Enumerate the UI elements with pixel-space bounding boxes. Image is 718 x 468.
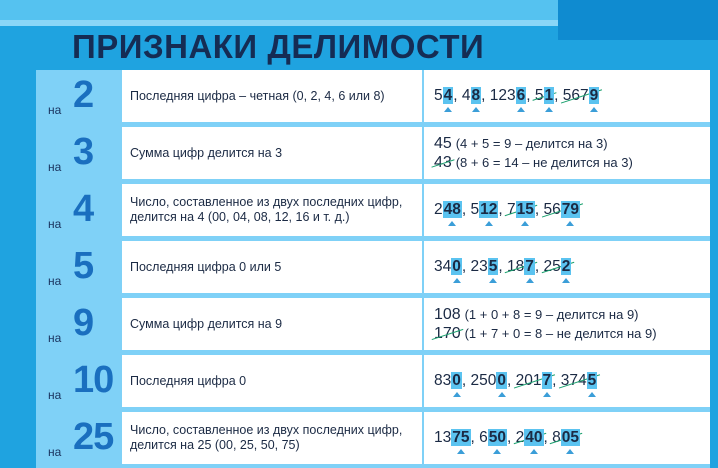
divisible-example <box>462 87 481 104</box>
divisible-example <box>479 429 507 446</box>
highlighted-digits: 4 <box>443 87 453 104</box>
separator: , <box>507 429 516 446</box>
digit-sum-note: (4 + 5 = 9 – делится на 3) <box>455 136 608 151</box>
example-digits: 2 <box>515 429 525 446</box>
examples-cell <box>424 355 710 407</box>
non-divisible-example <box>507 258 535 275</box>
divisible-example <box>434 87 453 104</box>
examples-cell <box>424 412 710 464</box>
na-text: на <box>48 331 62 345</box>
examples-cell <box>424 127 710 179</box>
na-text: на <box>48 445 62 459</box>
example-digits: 5 <box>434 87 443 104</box>
highlighted-digits: 8 <box>471 87 481 104</box>
digit-sum-note: (8 + 6 = 14 – не делится на 3) <box>455 155 633 170</box>
separator: , <box>461 372 471 389</box>
examples-cell <box>424 241 710 293</box>
highlighted-digits: 7 <box>542 372 552 389</box>
divisible-example <box>490 87 527 104</box>
na-text: на <box>48 388 62 402</box>
non-divisible-example <box>507 201 535 218</box>
rule-label: Последняя цифра 0 <box>130 373 247 388</box>
example-digits: 13 <box>434 429 452 446</box>
divisor-label <box>36 298 120 350</box>
highlighted-digits: 9 <box>589 87 599 104</box>
divisible-example <box>434 429 471 446</box>
rule-text <box>122 184 422 236</box>
example-digits: 250 <box>470 372 497 389</box>
example-digits: 83 <box>434 372 452 389</box>
divisible-example <box>434 258 462 275</box>
rule-text <box>122 298 422 350</box>
divisor-label <box>36 241 120 293</box>
highlighted-digits: 7 <box>525 258 534 275</box>
rule-text <box>122 127 422 179</box>
separator: , <box>461 258 471 275</box>
separator: , <box>534 258 544 275</box>
highlighted-digits: 75 <box>452 429 470 446</box>
example-line <box>434 305 700 324</box>
example-digits: 7 <box>507 201 516 218</box>
divisible-number: 108 <box>434 306 461 323</box>
divisor-number: 2 <box>73 74 94 116</box>
divisible-example <box>471 258 499 275</box>
highlighted-digits: 48 <box>443 201 461 218</box>
example-line <box>434 324 700 343</box>
non-divisible-example <box>563 87 600 104</box>
example-digits: 6 <box>479 429 488 446</box>
table-row <box>36 355 710 407</box>
digit-sum-note: (1 + 0 + 8 = 9 – делится на 9) <box>464 307 639 322</box>
example-digits: 8 <box>552 429 561 446</box>
non-divisible-number: 43 <box>434 154 452 171</box>
example-digits: 23 <box>470 258 488 275</box>
examples-cell <box>424 298 710 350</box>
divisible-example <box>434 372 462 389</box>
example-line <box>434 153 700 172</box>
rule-label: Число, составленное из двух последних цифр, делится на 4 (00, 04, 08, 12, 16 и т. д.) <box>130 195 403 224</box>
highlighted-digits: 40 <box>525 429 543 446</box>
separator: , <box>552 372 561 389</box>
page-title: ПРИЗНАКИ ДЕЛИМОСТИ <box>72 28 485 65</box>
divisibility-table <box>36 70 710 468</box>
table-row <box>36 184 710 236</box>
separator: , <box>526 87 535 104</box>
rule-text <box>122 241 422 293</box>
separator: , <box>498 258 507 275</box>
non-divisible-example <box>544 258 572 275</box>
example-line <box>434 201 700 219</box>
rule-label: Сумма цифр делится на 3 <box>130 145 283 160</box>
highlighted-digits: 15 <box>516 201 534 218</box>
divisible-example <box>471 372 508 389</box>
non-divisible-example <box>516 429 544 446</box>
example-digits: 25 <box>543 258 561 275</box>
separator: , <box>470 429 480 446</box>
divisor-number: 9 <box>73 302 94 344</box>
highlighted-digits: 12 <box>480 201 498 218</box>
highlighted-digits: 6 <box>516 87 526 104</box>
highlighted-digits: 5 <box>488 258 498 275</box>
separator: , <box>461 201 471 218</box>
example-digits: 123 <box>489 87 516 104</box>
corner-decoration <box>558 0 718 40</box>
non-divisible-example <box>544 201 581 218</box>
divisor-number: 25 <box>73 416 114 458</box>
divisor-label <box>36 355 120 407</box>
non-divisible-example <box>535 87 554 104</box>
example-line <box>434 87 700 105</box>
examples-cell <box>424 70 710 122</box>
highlighted-digits: 0 <box>497 372 506 389</box>
highlighted-digits: 79 <box>561 201 579 218</box>
table-row <box>36 241 710 293</box>
highlighted-digits: 5 <box>587 372 597 389</box>
separator: , <box>534 201 544 218</box>
highlighted-digits: 1 <box>544 87 554 104</box>
rule-label: Число, составленное из двух последних цифр, делится на 25 (00, 25, 50, 75) <box>130 423 403 452</box>
highlighted-digits: 0 <box>452 372 461 389</box>
na-text: на <box>48 217 62 231</box>
example-digits: 5 <box>534 87 544 104</box>
example-digits: 201 <box>515 372 542 389</box>
example-digits: 4 <box>461 87 471 104</box>
rule-text <box>122 355 422 407</box>
separator: , <box>481 87 490 104</box>
separator: , <box>554 87 563 104</box>
non-divisible-example <box>552 429 580 446</box>
example-line <box>434 134 700 153</box>
example-digits: 18 <box>507 258 525 275</box>
divisor-label <box>36 70 120 122</box>
divisor-number: 3 <box>73 131 94 173</box>
highlighted-digits: 0 <box>452 258 461 275</box>
separator: , <box>507 372 516 389</box>
divisor-label <box>36 184 120 236</box>
na-text: на <box>48 160 62 174</box>
highlighted-digits: 05 <box>561 429 579 446</box>
divisor-label <box>36 412 120 464</box>
table-row <box>36 412 710 464</box>
rule-label: Сумма цифр делится на 9 <box>130 316 283 331</box>
separator: , <box>543 429 553 446</box>
example-digits: 34 <box>434 258 452 275</box>
divisible-number: 45 <box>434 135 452 152</box>
rule-text <box>122 412 422 464</box>
divisor-number: 4 <box>73 188 94 230</box>
rule-label: Последняя цифра 0 или 5 <box>130 259 282 274</box>
divisible-example <box>434 201 462 218</box>
na-text: на <box>48 274 62 288</box>
non-divisible-number: 170 <box>434 325 461 342</box>
example-digits: 2 <box>434 201 443 218</box>
rule-label: Последняя цифра – четная (0, 2, 4, 6 или 8) <box>130 88 385 103</box>
non-divisible-example <box>516 372 553 389</box>
separator: , <box>453 87 462 104</box>
example-digits: 56 <box>543 201 561 218</box>
example-line <box>434 258 700 276</box>
example-line <box>434 429 700 447</box>
example-digits: 374 <box>560 372 587 389</box>
example-digits: 567 <box>562 87 589 104</box>
divisible-example <box>471 201 499 218</box>
divisor-number: 10 <box>73 359 114 401</box>
table-row <box>36 70 710 122</box>
na-text: на <box>48 103 62 117</box>
non-divisible-example <box>561 372 598 389</box>
divisor-number: 5 <box>73 245 94 287</box>
rule-text <box>122 70 422 122</box>
examples-cell <box>424 184 710 236</box>
example-line <box>434 372 700 390</box>
highlighted-digits: 50 <box>488 429 506 446</box>
digit-sum-note: (1 + 7 + 0 = 8 – не делится на 9) <box>464 326 657 341</box>
example-digits: 5 <box>470 201 480 218</box>
divisor-label <box>36 127 120 179</box>
table-row <box>36 298 710 350</box>
highlighted-digits: 2 <box>561 258 571 275</box>
table-row <box>36 127 710 179</box>
separator: , <box>498 201 507 218</box>
